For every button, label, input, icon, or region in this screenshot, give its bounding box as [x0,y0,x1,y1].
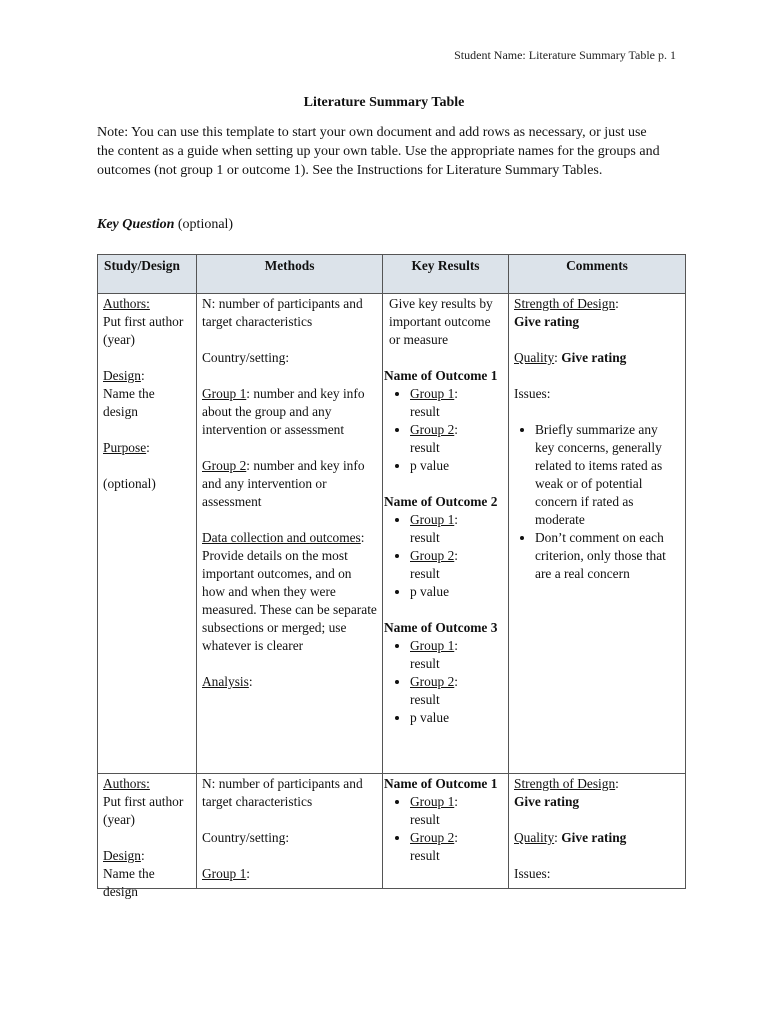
key-results-cell: Name of Outcome 1 • Group 1: result • Group 2: result [383,774,509,889]
list-item: • Group 2: result [410,421,503,457]
list-item: • Group 1: result [410,511,503,547]
quality-line: Quality: Give rating [514,350,627,365]
design-label: Design [103,368,141,383]
list-item: • Group 2: result [410,673,503,709]
strength-rating: Give rating [514,314,580,329]
methods-cell [197,294,383,774]
list-item: • Briefly summarize any key concerns, generally related to items rated as weak or of potential concern if rated as moderate [535,421,680,529]
n-text: N: number of participants and target characteristics [202,296,363,329]
study-design-cell [98,294,197,774]
group1-text: Group 1: number and key info about the group and any intervention or assessment [202,386,365,437]
outcome-1-list [384,385,503,475]
strength-line: Strength of Design: [514,296,619,311]
group2-text: Group 2: number and key info and any intervention or assessment [202,458,365,509]
comments-cell [509,294,686,774]
comments-cell: Strength of Design: Give rating Quality: Give rating Issues: [509,774,686,889]
issues-list [514,421,680,583]
list-item: • Group 2: result [410,829,503,865]
outcome-3-title: Name of Outcome 3 [384,620,498,635]
list-item: • p value [410,709,503,727]
design-text: Name the design [103,386,155,419]
study-design-cell: Authors: Put first author (year) Design: Name the design [98,774,197,889]
column-header-study-design: Study/Design [98,255,197,294]
key-question [97,217,233,233]
outcome-3-list [384,637,503,727]
list-item: • Group 1: result [410,793,503,829]
authors-label: Authors: [103,296,150,311]
table-header-row [98,255,686,294]
key-question-suffix: (optional) [174,217,234,232]
outcome-1-title: Name of Outcome 1 [384,368,498,383]
list-item: • Group 1: result [410,385,503,421]
document-title: Literature Summary Table [303,95,465,110]
purpose-label: Purpose [103,440,147,455]
table-row [98,774,686,889]
list-item: • Don’t comment on each criterion, only those that are a real concern [535,529,680,583]
outcome-2-title: Name of Outcome 2 [384,494,498,509]
column-header-comments: Comments [509,255,686,294]
design-line: Design: [103,368,145,383]
methods-cell: N: number of participants and target characteristics Country/setting: Group 1: [197,774,383,889]
key-results-cell [383,294,509,774]
optional-text: (optional) [103,476,156,491]
key-question-label: Key Question [97,217,175,232]
results-intro: Give key results by important outcome or measure [389,296,493,347]
literature-summary-table [97,254,686,899]
list-item: • Group 2: result [410,547,503,583]
column-header-key-results: Key Results [383,255,509,294]
purpose-line: Purpose: [103,440,150,455]
data-collection-text: Data collection and outcomes: Provide details on the most important outcomes, and on how and when they were measured. These can be separate subsections or merged; use whatever is clearer [202,530,377,653]
list-item: • p value [410,457,503,475]
instruction-note: Note: You can use this template to start your own document and add rows as necessary, or just use the content as a guide when setting up your own table. Use the appropriate names for the groups and outcomes (not group 1 or outcome 1). See the Instructions for Literature Summary Tables. [97,125,660,178]
list-item: • Group 1: result [410,637,503,673]
list-item: • p value [410,583,503,601]
country-text: Country/setting: [202,350,290,365]
running-head: Student Name: Literature Summary Table p. 1 [454,48,676,62]
outcome-2-list [384,511,503,601]
table-row [98,294,686,774]
analysis-line: Analysis: [202,674,253,689]
column-header-methods: Methods [197,255,383,294]
issues-label: Issues: [514,386,551,401]
authors-text: Put first author (year) [103,314,184,347]
